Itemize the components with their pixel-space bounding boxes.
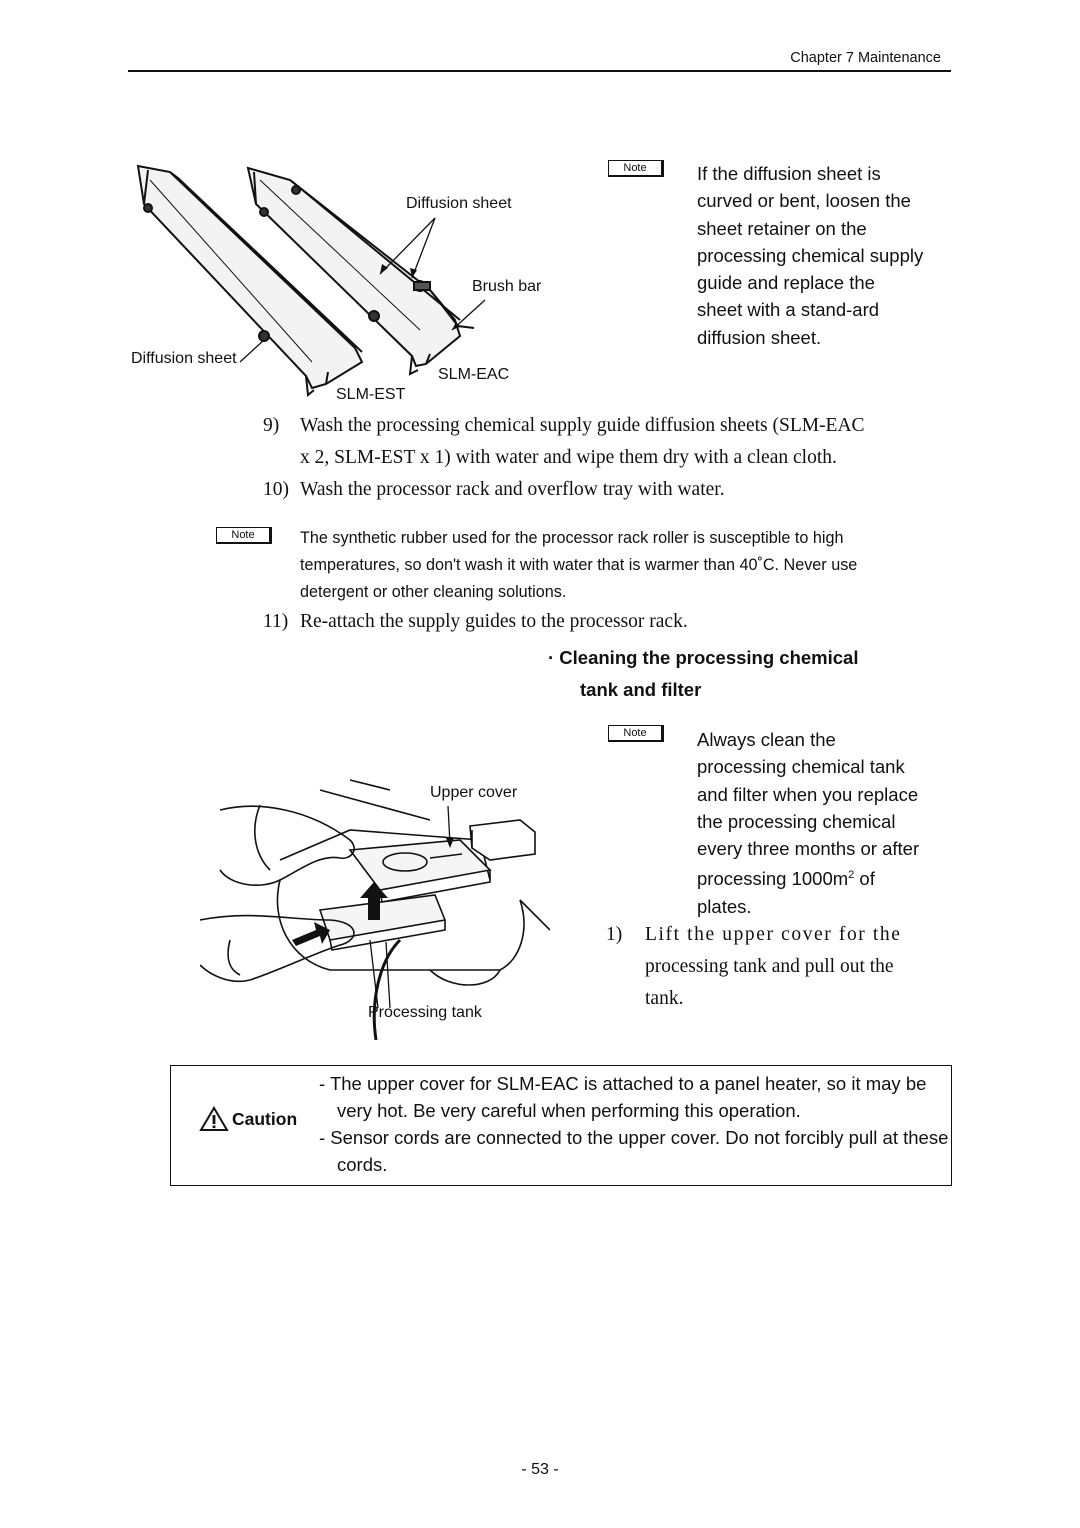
section-heading-line: · Cleaning the processing chemical [548,647,859,668]
page-number: - 53 - [521,1461,559,1478]
caution-title: Caution [232,1108,298,1129]
note-line: plates. [697,895,752,917]
section-heading-line: tank and filter [580,679,702,700]
note-line: If the diffusion sheet is [697,163,881,184]
step-line: Wash the processing chemical supply guide diffusion sheets (SLM-EAC [300,415,865,436]
note-line: processing chemical supply [697,244,924,266]
note-line: Always clean the [697,729,836,750]
section-heading [548,642,858,706]
chapter-title: Chapter 7 Maintenance [790,50,941,66]
note-line: sheet with a stand-ard [697,299,880,321]
warning-triangle-icon [199,1106,229,1132]
note-line: curved or bent, loosen the [697,190,911,212]
step-line: processing tank and pull out the [645,956,894,977]
page-header [128,48,951,72]
step-10-text: Wash the processor rack and overflow tray with water. [300,479,725,500]
note-rubber-temperature [300,525,950,606]
caution-box [170,1065,952,1186]
note-line: detergent or other cleaning solutions. [300,583,567,601]
processing-tank-illustration [200,770,550,1040]
note-tank-cleaning [697,726,957,920]
note-diffusion-sheet [697,160,957,351]
label-diffusion-sheet-top: Diffusion sheet [406,195,512,212]
note-line: sheet retainer on the [697,217,867,239]
note-line: every three months or after [697,838,920,860]
step-line: Lift the upper cover for the [645,924,902,945]
note-badge: Note [608,725,664,742]
step-9-number: 9) [263,415,280,436]
note-badge: Note [216,527,272,544]
label-slm-eac: SLM-EAC [438,366,510,383]
note-line: the processing chemical [697,810,896,832]
step-1-number: 1) [606,924,623,945]
step-line: x 2, SLM-EST x 1) with water and wipe them dry with a clean cloth. [300,447,837,468]
note-line-text: processing 1000m [697,868,849,890]
step-11-number: 11) [263,611,289,632]
note-line: temperatures, so don't wash it with water that is warmer than 40˚C. Never use [300,556,858,574]
superscript-2: 2 [848,869,855,882]
label-processing-tank: Processing tank [368,1004,482,1021]
step-line: tank. [645,988,684,1009]
label-brush-bar: Brush bar [472,278,542,295]
step-10-number: 10) [263,479,289,500]
label-slm-est: SLM-EST [336,386,406,403]
label-upper-cover: Upper cover [430,784,518,801]
step-1-text [645,919,945,1015]
note-line: diffusion sheet. [697,326,822,348]
step-9-text [300,410,950,474]
step-11-text: Re-attach the supply guides to the processor rack. [300,611,688,632]
note-line-text: of [854,868,875,890]
caution-item-heater: - The upper cover for SLM-EAC is attached to a panel heater, so it may be very hot. Be very careful when performing this operation. [319,1073,927,1121]
note-badge: Note [608,160,664,177]
caution-label [199,1106,297,1132]
note-line [697,862,957,892]
label-diffusion-sheet-left: Diffusion sheet [131,350,237,367]
caution-item-cords: - Sensor cords are connected to the upper cover. Do not forcibly pull at these cords. [319,1127,949,1175]
note-line: processing chemical tank [697,756,905,778]
note-line: and filter when you replace [697,783,919,805]
note-line: The synthetic rubber used for the processor rack roller is susceptible to high [300,529,844,547]
note-line: guide and replace the [697,272,875,294]
